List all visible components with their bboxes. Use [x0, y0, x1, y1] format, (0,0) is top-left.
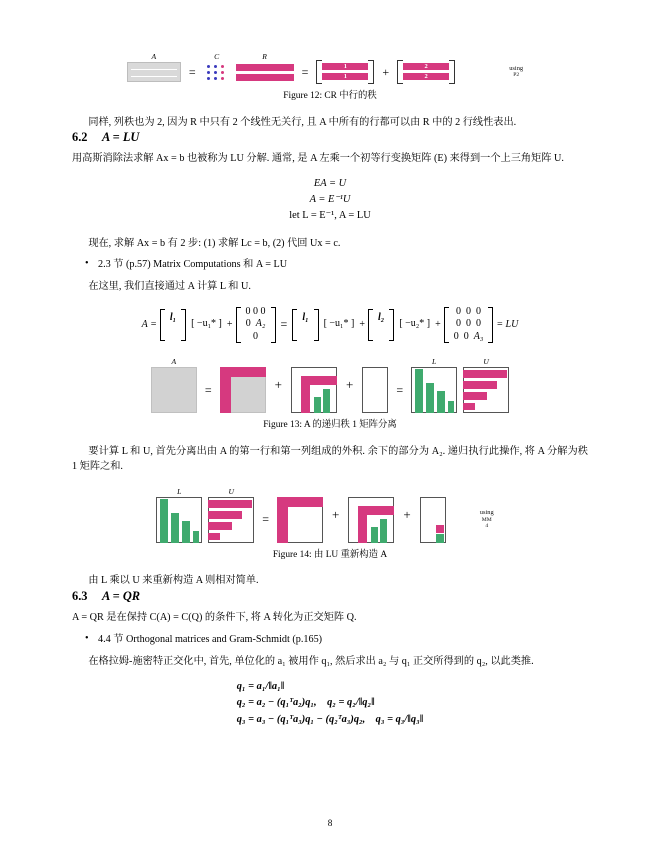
figure-12-matrix-a: [127, 52, 181, 82]
bracket-number-3: 2: [424, 62, 428, 70]
paragraph-after-figure-14: 由 L 乘以 U 来重新构造 A 则相对简单.: [88, 575, 259, 587]
dots-matrix-icon: [204, 62, 230, 82]
big-eq-zero-1: 0 0 0 0 A₂ 0: [245, 305, 266, 342]
section-62-paragraph-2: 现在, 求解 Ax = b 有 2 步: (1) 求解 Lc = b, (2) 代回 Ux = c.: [88, 237, 341, 249]
figure-13-label-l: L: [432, 357, 437, 367]
equation-q2: q₂ = a₂ − (q₁ᵀa₂)q₁, q₂ = q₂/‖q₂‖: [236, 697, 375, 709]
equation-a-einvu: A = E⁻¹U: [309, 194, 351, 206]
grey-square-icon: [151, 367, 197, 413]
rank1-block-icon-1: [220, 367, 266, 413]
figure-14-label-u: U: [228, 486, 234, 496]
big-eq-l1: l₁: [169, 312, 177, 324]
section-63-equations: [72, 679, 588, 727]
figure-14-rank1-term-2: [348, 487, 394, 543]
big-eq-zero-2: 0 0 0 0 0 0 0 0 A₃: [453, 305, 484, 342]
figure-13-matrix-l: [411, 357, 457, 413]
figure-13-row: [72, 357, 588, 413]
big-eq-l2: l₂: [378, 312, 385, 324]
section-62-paragraph-3: 在这里, 我们直接通过 A 计算 L 和 U.: [88, 281, 251, 293]
section-number-63: 6.3: [72, 589, 88, 603]
section-63-bullet-list: [72, 633, 588, 648]
figure-13-rank1-term-1: [220, 357, 266, 413]
figure-13-rank1-term-2: [291, 357, 337, 413]
equation-let-l: let L = E⁻¹, A = LU: [289, 210, 371, 222]
figure-12-equals-2: [300, 55, 311, 80]
figure-12-row: [72, 50, 588, 84]
section-62-big-equation: A = l₁ [ −u₁* ] + 0 0 0 0 A₂ 0 = l₁ [ −u₁* ] + l₂ [ −u₂* ] + 0 0 0 0 0 0 0 0 A₃ = LU: [141, 305, 519, 342]
figure-12-matrix-r: [236, 52, 294, 82]
figure-13-caption: Figure 13: A 的递归秩 1 矩阵分离: [263, 420, 397, 431]
figure-14-label-l: L: [177, 486, 182, 496]
equation-q3: q₃ = a₃ − (q₁ᵀa₃)q₁ − (q₂ᵀa₃)q₂, q₃ = q₃/‖q₃‖: [236, 713, 424, 725]
figure-14-remainder: [420, 487, 446, 543]
equation-ea-u: EA = U: [313, 178, 347, 190]
using-note-line2: MM: [481, 516, 492, 523]
big-eq-plus-3: +: [435, 318, 441, 330]
figure-14-plus-2: +: [403, 506, 411, 522]
equals-symbol: =: [262, 512, 270, 527]
section-62-equations: [72, 176, 588, 224]
section-62-paragraph-1: 用高斯消除法求解 Ax = b 也被称为 LU 分解. 通常, 是 A 左乘一个初等行变换矩阵 (E) 来得到一个上三角矩阵 U.: [72, 153, 564, 165]
figure-13-label-a: A: [171, 357, 177, 367]
figure-12-using-note: [499, 55, 533, 79]
figure-14-equals: [260, 502, 271, 527]
section-heading-63: [72, 589, 588, 604]
big-eq-l1b: l₁: [302, 312, 309, 324]
figure-13-label-u: U: [483, 357, 489, 367]
figure-12-label-c: C: [214, 52, 220, 61]
figure-12-plus: [380, 55, 391, 80]
l-matrix-icon: [411, 367, 457, 413]
figure-14-caption: Figure 14: 由 LU 重新构造 A: [272, 549, 388, 560]
equals-symbol: =: [188, 64, 196, 79]
big-eq-plus-2: +: [359, 318, 366, 330]
figure-13-matrix-u: [463, 357, 509, 413]
figure-13-equals-2: [394, 373, 405, 398]
bullet-matrix-computations: • 2.3 节 (p.57) Matrix Computations 和 A = LU: [98, 258, 588, 273]
figure-13-plus-1: +: [274, 377, 282, 393]
figure-12-equals-1: [187, 55, 198, 80]
bracket-number-4: 2: [424, 72, 428, 80]
figure-12-label-r: R: [262, 52, 267, 61]
rank1-block-icon-1: [277, 497, 323, 543]
figure-13-matrix-a: [151, 357, 197, 413]
section-63-paragraph-1: A = QR 是在保持 C(A) = C(Q) 的条件下, 将 A 转化为正交矩阵 Q.: [72, 612, 357, 623]
using-note-line3: 4: [485, 523, 489, 530]
section-title-62: A = LU: [102, 130, 140, 145]
page-content: [72, 40, 588, 728]
page-number: 8: [327, 818, 333, 828]
plus-symbol: +: [382, 64, 390, 79]
u-matrix-icon: [463, 367, 509, 413]
figure-13-remainder: [362, 357, 388, 413]
remainder-block-icon: [420, 497, 446, 543]
paragraph-after-figure-13: 要计算 L 和 U, 首先分离出由 A 的第一行和第一列组成的外积. 余下的部分为 A₂. 递归执行此操作, 将 A 分解为秩 1 矩阵之和.: [72, 446, 588, 472]
grey-matrix-icon: [127, 62, 181, 82]
l-matrix-icon: [156, 497, 202, 543]
figure-12-bracket-group-1: [316, 50, 374, 84]
paragraph-after-figure-12: 同样, 列秩也为 2, 因为 R 中只有 2 个线性无关行, 且 A 中所有的行都可以由 R 中的 2 行线性表出.: [88, 116, 517, 128]
big-eq-rhs: = LU: [496, 318, 519, 330]
big-eq-u2: [ −u₂* ]: [399, 318, 431, 330]
figure-14-plus-1: +: [332, 506, 340, 522]
section-63-paragraph-2: 在格拉姆-施密特正交化中, 首先, 单位化的 a₁ 被用作 q₁, 然后求出 a₂ 与 q₁ 正交所得到的 q₂, 以此类推.: [88, 655, 534, 667]
figure-14-row: [72, 487, 588, 543]
bullet-orthogonal-gram-schmidt: • 4.4 节 Orthogonal matrices and Gram-Schmidt (p.165): [98, 633, 588, 648]
figure-14-rank1-term-1: [277, 487, 323, 543]
bracket-number-1: 1: [343, 62, 348, 70]
figure-13-plus-2: +: [346, 377, 354, 393]
section-62-bullet-list: [72, 258, 588, 273]
big-eq-plus-1: +: [226, 318, 233, 330]
section-title-63: A = QR: [102, 589, 141, 603]
equals-symbol-2: =: [301, 64, 309, 79]
using-note-line1: using: [479, 509, 494, 517]
big-eq-u1b: [ −u₁* ]: [323, 318, 355, 330]
equals-symbol-2: =: [396, 382, 404, 397]
rank1-block-icon-2: [291, 367, 337, 413]
remainder-block-icon: [362, 367, 388, 413]
u-matrix-icon: [208, 497, 254, 543]
big-eq-u1: [ −u₁* ]: [191, 318, 222, 330]
figure-14-matrix-u: [208, 487, 254, 543]
rank1-block-icon-2: [348, 497, 394, 543]
figure-12-label-a: A: [151, 52, 157, 61]
figure-12-matrix-c: [204, 52, 230, 82]
using-note-line1: using: [509, 64, 524, 72]
figure-13-equals: [203, 373, 214, 398]
big-eq-lhs: A =: [141, 318, 157, 330]
figure-13: [72, 357, 588, 433]
equals-symbol: =: [204, 382, 212, 397]
section-number-62: 6.2: [72, 130, 88, 145]
section-heading-62: [72, 130, 588, 145]
pink-rows-icon: [236, 62, 294, 82]
figure-12-bracket-group-2: [397, 50, 455, 84]
figure-12-caption: Figure 12: CR 中行的秩: [283, 91, 377, 101]
figure-12: [72, 50, 588, 104]
figure-14: [72, 487, 588, 563]
bracket-number-2: 1: [343, 72, 348, 80]
figure-14-using-note: [470, 499, 504, 530]
figure-14-matrix-l: [156, 487, 202, 543]
equation-q1: q₁ = a₁/‖a₁‖: [236, 681, 285, 693]
using-note-line2: P2: [513, 72, 520, 79]
